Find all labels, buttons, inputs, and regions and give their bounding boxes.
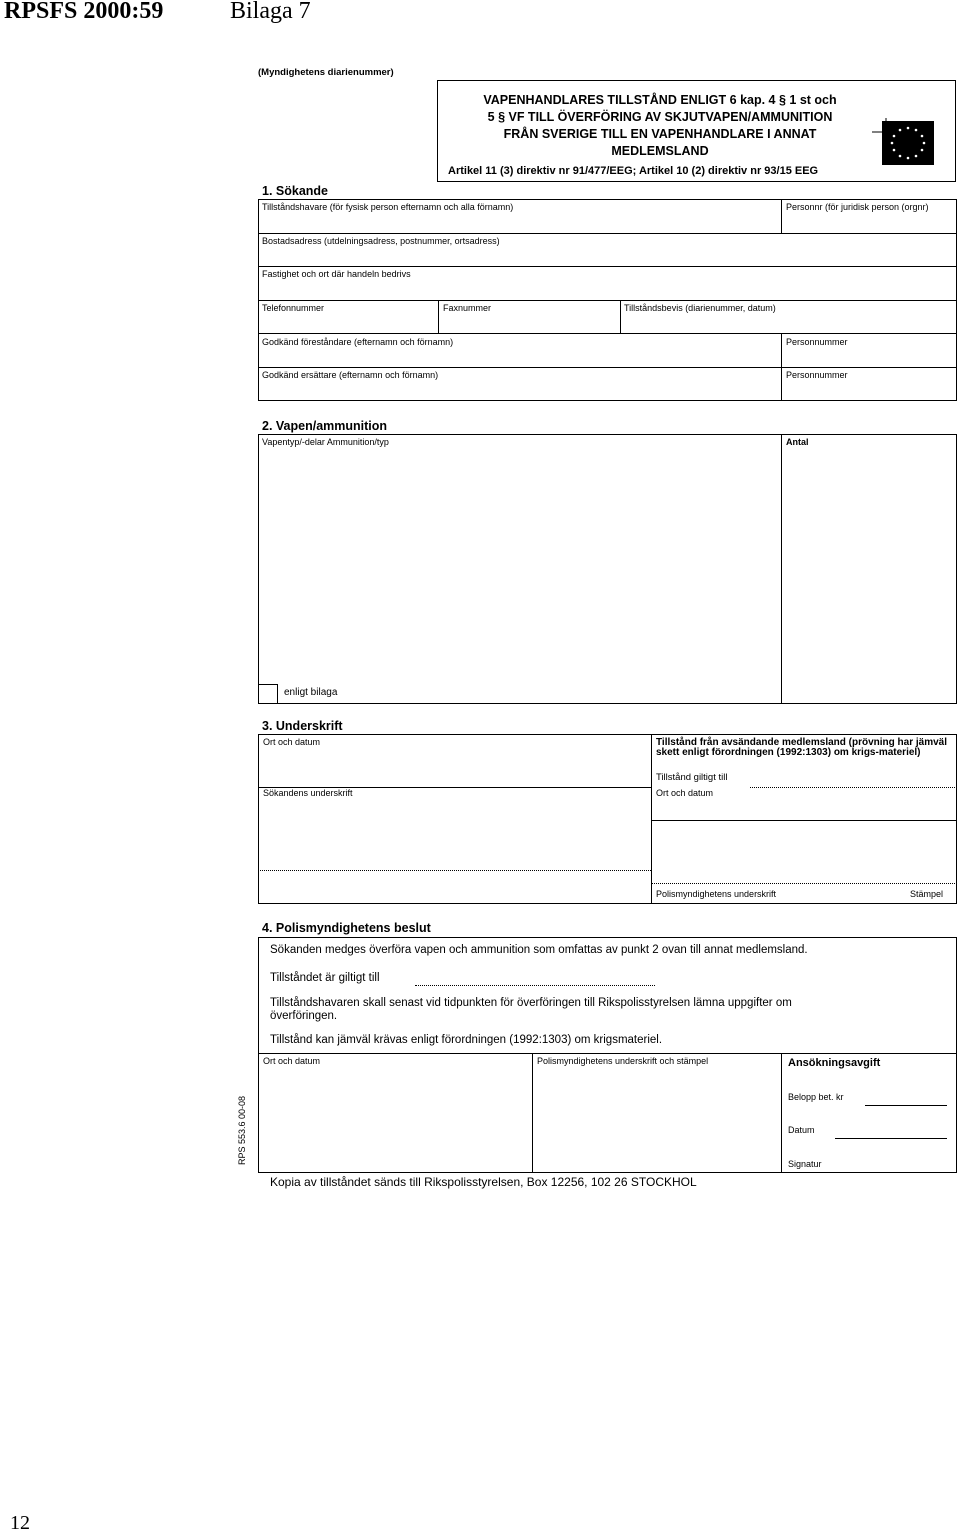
attachment-checkbox[interactable] xyxy=(258,684,278,704)
section-2-box xyxy=(258,434,957,704)
permit-valid-until-field[interactable]: Tillstånd giltigt till xyxy=(656,772,728,783)
manager-field[interactable]: Godkänd föreståndare (efternamn och förnamn) xyxy=(262,337,454,347)
title-article: Artikel 11 (3) direktiv nr 91/477/EEG; Artikel 10 (2) direktiv nr 93/15 EEG xyxy=(448,165,819,177)
count-field[interactable]: Antal xyxy=(786,437,809,447)
copy-notice: Kopia av tillståndet sänds till Rikspolisstyrelsen, Box 12256, 102 26 STOCKHOL xyxy=(270,1175,697,1189)
page-number: 12 xyxy=(10,1512,30,1534)
side-code: RPS 553.6 00-08 xyxy=(237,1095,247,1165)
permit-field[interactable]: Tillståndsbevis (diarienummer, datum) xyxy=(624,303,776,313)
diarienummer-label: (Myndighetens diarienummer) xyxy=(258,67,394,78)
police-signature-field[interactable]: Polismyndighetens underskrift xyxy=(656,889,777,899)
title-line-2: 5 § VF TILL ÖVERFÖRING AV SKJUTVAPEN/AMMUNITION xyxy=(487,110,833,124)
manager-pnr-field[interactable]: Personnummer xyxy=(786,337,848,347)
decision-line-3b: överföringen. xyxy=(270,1010,338,1022)
section-3-box xyxy=(258,734,957,904)
applicant-signature-field[interactable]: Sökandens underskrift xyxy=(263,788,353,798)
title-line-1: VAPENHANDLARES TILLSTÅND ENLIGT 6 kap. 4 § 1 st och xyxy=(483,93,837,107)
decision-valid-until: Tillståndet är giltigt till xyxy=(270,972,380,984)
section-4-heading: 4. Polismyndighetens beslut xyxy=(262,921,431,935)
appendix-label: Bilaga 7 xyxy=(230,0,311,24)
weapon-type-field[interactable]: Vapentyp/-delar Ammunition/typ xyxy=(262,437,389,447)
title-line-3: FRÅN SVERIGE TILL EN VAPENHANDLARE I ANNAT xyxy=(503,127,817,141)
stamp-label: Stämpel xyxy=(910,889,944,899)
section-3-heading: 3. Underskrift xyxy=(262,719,343,733)
decision-place-date-field[interactable]: Ort och datum xyxy=(263,1056,321,1066)
fax-field[interactable]: Faxnummer xyxy=(443,303,492,313)
section-2-heading: 2. Vapen/ammunition xyxy=(262,419,388,433)
sender-permit-text: Tillstånd från avsändande medlemsland (prövning har jämväl skett enligt förordningen (1992:1303) om krigs-materiel) xyxy=(656,737,948,758)
property-field[interactable]: Fastighet och ort där handeln bedrivs xyxy=(262,269,411,279)
address-field[interactable]: Bostadsadress (utdelningsadress, postnummer, ortsadress) xyxy=(262,236,500,246)
decision-line-3a: Tillståndshavaren skall senast vid tidpunkten för överföringen till Rikspolisstyrelsen lämna uppgifter om xyxy=(270,997,792,1009)
attachment-label: enligt bilaga xyxy=(284,687,338,698)
title-line-4: MEDLEMSLAND xyxy=(611,144,709,158)
decision-line-1: Sökanden medges överföra vapen och ammunition som omfattas av punkt 2 ovan till annat medlemsland. xyxy=(270,944,808,956)
fee-amount-label: Belopp bet. kr xyxy=(788,1092,844,1102)
holder-field[interactable]: Tillståndshavare (för fysisk person efternamn och alla förnamn) xyxy=(262,202,514,212)
fee-date-label: Datum xyxy=(788,1125,815,1135)
decision-line-4: Tillstånd kan jämväl krävas enligt förordningen (1992:1303) om krigsmateriel. xyxy=(270,1034,663,1046)
fee-heading: Ansökningsavgift xyxy=(788,1057,881,1069)
document-code: RPSFS 2000:59 xyxy=(4,0,164,24)
place-date-2-field[interactable]: Ort och datum xyxy=(656,788,714,798)
phone-field[interactable]: Telefonnummer xyxy=(262,303,325,313)
place-date-field[interactable]: Ort och datum xyxy=(263,737,321,747)
deputy-field[interactable]: Godkänd ersättare (efternamn och förnamn) xyxy=(262,370,439,380)
deputy-pnr-field[interactable]: Personnummer xyxy=(786,370,848,380)
personnr-org-field[interactable]: Personnr (för juridisk person (orgnr) xyxy=(786,202,929,212)
decision-police-signature-field[interactable]: Polismyndighetens underskrift och stämpel xyxy=(537,1056,709,1066)
section-1-heading: 1. Sökande xyxy=(262,184,328,198)
eu-flag-icon xyxy=(872,118,938,168)
fee-signature-label: Signatur xyxy=(788,1159,822,1169)
